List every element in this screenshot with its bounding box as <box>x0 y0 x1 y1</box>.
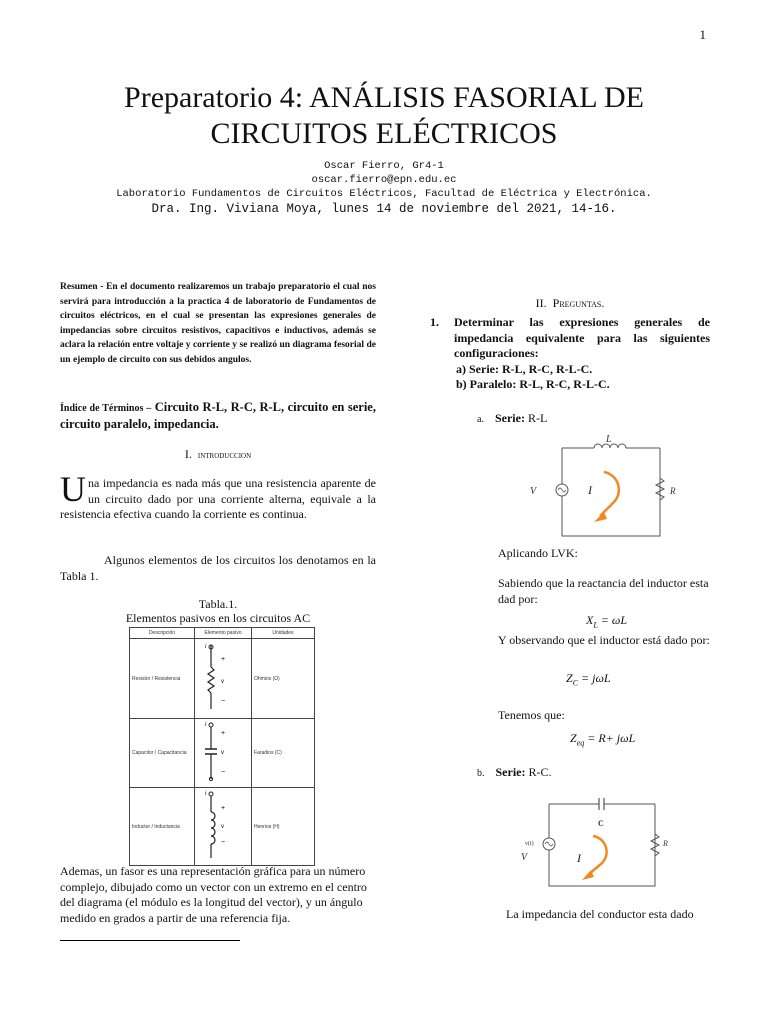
current-label: i <box>205 644 207 650</box>
voltage-label: v <box>221 824 224 830</box>
table-header-row <box>130 628 315 639</box>
index-terms-lead: Índice de Términos – <box>60 403 152 414</box>
section-title: Preguntas. <box>552 296 605 310</box>
rc-circuit-diagram <box>505 790 685 894</box>
tenemos-text: Tenemos que: <box>498 708 565 722</box>
question-option-a: a) Serie: R-L, R-C, R-L-C. <box>456 361 593 376</box>
eq-subscript: eq <box>576 738 585 748</box>
author-date: Dra. Ing. Viviana Moya, lunes 14 de noviembre del 2021, 14-16. <box>151 202 617 216</box>
rl-circuit-diagram <box>500 428 700 540</box>
author-affiliation: Laboratorio Fundamentos de Circuitos Eléctricos, Facultad de Eléctrica y Electrónica. <box>116 188 652 200</box>
abstract: Resumen - En el documento realizaremos un trabajo preparatorio el cual nos servirá para introducción a la practica 4 de laboratorio de Fundamentos de circuitos eléctricos, en el cual se presentan las expresiones generales de impedancias sobre circuitos resistivos, capacitivos e inductivos, además se aclara la relación entre voltaje y corriente y se realizó un diagrama fesorial de un ejemplo de circuito con sus debidos angulos. <box>60 282 376 365</box>
table-cell-description: Capacitor / Capacitancia <box>130 719 195 788</box>
current-arrow-icon <box>594 512 607 522</box>
voltage-label: v <box>221 679 224 685</box>
item-rest: R-C. <box>525 765 552 779</box>
table-header: Unidades <box>252 628 315 639</box>
passive-elements-table <box>129 627 315 866</box>
item-rest: R-L <box>524 411 548 425</box>
observe-text: Y observando que el inductor está dado por: <box>498 633 710 647</box>
source-label: v(t) <box>525 841 534 847</box>
author-email: oscar.fierro@epn.edu.ec <box>311 174 457 186</box>
eq-rhs: = jωL <box>578 671 611 685</box>
drop-cap: U <box>60 469 86 509</box>
title-line-1: Preparatorio 4: ANÁLISIS FASORIAL DE <box>124 81 644 114</box>
eq-symbol: X <box>586 613 594 627</box>
question-option-b: b) Paralelo: R-L, R-C, R-L-C. <box>456 377 610 391</box>
footnote-divider <box>60 940 240 941</box>
resistor-symbol-cell <box>195 639 252 719</box>
resistor-label: R <box>663 839 668 848</box>
current-label: I <box>577 851 581 865</box>
capacitor-label: C <box>598 819 604 828</box>
item-bold: Serie: <box>494 411 525 425</box>
source-v-label: V <box>521 852 528 863</box>
fasor-paragraph: Ademas, un fasor es una representación gráfica para un número complejo, dibujado como un vector con un extremo en el centro del diagrama (el módulo es la longitud del vector), y un ángulo medido en grados a partir de una referencia fija. <box>60 864 367 925</box>
equation-impedance <box>566 671 611 687</box>
minus-sign: − <box>221 769 226 776</box>
minus-sign: − <box>221 839 226 846</box>
question-number: 1. <box>430 315 439 329</box>
equation-equivalent <box>570 731 635 747</box>
intro-paragraph-2: Algunos elementos de los circuitos los denotamos en la Tabla 1. <box>60 553 376 583</box>
intro-paragraph <box>60 469 376 523</box>
eq-symbol: Z <box>566 671 573 685</box>
table-caption <box>60 597 376 625</box>
table-cell-unit: Faradios (C) <box>252 719 315 788</box>
section-title: introduccion <box>197 450 252 461</box>
eq-rhs: = R+ jωL <box>584 731 636 745</box>
table-cell-unit: Ohmios (Ω) <box>252 639 315 719</box>
table-header: Descripción <box>130 628 195 639</box>
table-row <box>130 639 315 719</box>
inductor-label: L <box>606 434 612 445</box>
plus-sign: + <box>221 805 226 812</box>
section-number: II. <box>535 296 547 310</box>
title-line-2: CIRCUITOS ELÉCTRICOS <box>210 117 558 150</box>
item-a-heading <box>477 411 547 426</box>
index-terms <box>60 400 376 432</box>
eq-symbol: Z <box>570 731 577 745</box>
section-heading-intro <box>60 447 376 462</box>
item-label: a. <box>477 414 484 425</box>
paper-title <box>0 80 768 152</box>
eq-rhs: = ωL <box>597 613 628 627</box>
item-bold: Serie: <box>495 765 526 779</box>
table-cell-unit: Henrios (H) <box>252 788 315 866</box>
lvk-text: Aplicando LVK: <box>498 546 578 560</box>
intro-text: na impedancia es nada más que una resistencia aparente de un circuito dado por una corriente alterna, equivale a la resistencia efectiva cuando la corriente es continua. <box>60 476 376 521</box>
table-row <box>130 788 315 866</box>
section-number: I. <box>184 447 192 461</box>
table-row <box>130 719 315 788</box>
capacitor-symbol-icon <box>195 719 247 785</box>
minus-sign: − <box>221 698 226 705</box>
plus-sign: + <box>221 656 226 663</box>
table-caption-title: Elementos pasivos en los circuitos AC <box>125 611 311 625</box>
resistor-symbol-icon <box>195 639 247 716</box>
table-header: Elemento pasivo <box>195 628 252 639</box>
voltage-label: v <box>221 750 224 756</box>
capacitor-symbol-cell <box>195 719 252 788</box>
equation-reactance <box>586 613 627 629</box>
eq-subscript: L <box>593 620 598 630</box>
reactance-text: Sabiendo que la reactancia del inductor esta dad por: <box>498 576 709 606</box>
current-label: i <box>205 791 207 797</box>
question-1 <box>430 315 710 393</box>
final-text: La impedancia del conductor esta dado <box>506 907 694 921</box>
current-label: i <box>205 722 207 728</box>
plus-sign: + <box>221 730 226 737</box>
item-b-heading <box>477 765 552 780</box>
question-text: Determinar las expresiones generales de impedancia equivalente para las siguientes configuraciones: <box>454 315 710 360</box>
source-label: V <box>530 486 537 497</box>
inductor-symbol-cell <box>195 788 252 866</box>
resistor-label: R <box>670 486 676 496</box>
eq-subscript: C <box>572 678 579 688</box>
table-caption-number: Tabla.1. <box>198 597 238 611</box>
current-label: I <box>588 483 592 497</box>
inductor-symbol-icon <box>195 788 247 863</box>
table-cell-description: Resistor / Resistencia <box>130 639 195 719</box>
section-heading-preguntas <box>430 296 710 311</box>
item-label: b. <box>477 768 485 779</box>
index-terms-text: Circuito R-L, R-C, R-L, circuito en serie, circuito paralelo, impedancia. <box>60 400 376 431</box>
table-cell-description: Inductor / Inductancia <box>130 788 195 866</box>
author-name: Oscar Fierro, Gr4-1 <box>324 160 444 172</box>
page-number: 1 <box>699 27 706 42</box>
